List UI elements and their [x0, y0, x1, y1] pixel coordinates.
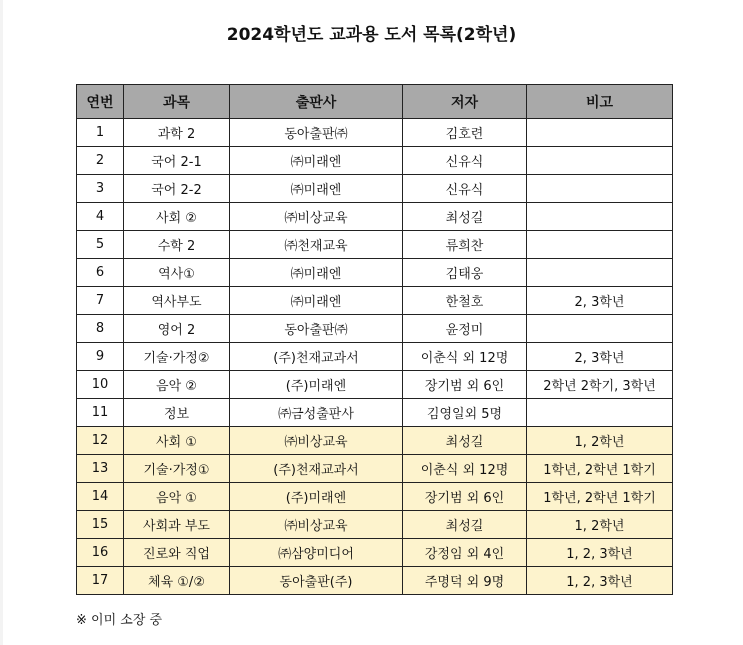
subject-cell: 과학 2 — [124, 119, 230, 147]
author-cell: 주명덕 외 9명 — [403, 567, 527, 595]
number-cell: 11 — [77, 399, 124, 427]
remarks-cell: 2, 3학년 — [527, 343, 673, 371]
number-cell: 5 — [77, 231, 124, 259]
publisher-cell: ㈜비상교육 — [230, 511, 403, 539]
remarks-cell — [527, 259, 673, 287]
number-cell: 12 — [77, 427, 124, 455]
subject-cell: 기술·가정② — [124, 343, 230, 371]
table-row — [77, 119, 673, 147]
remarks-cell: 1, 2, 3학년 — [527, 567, 673, 595]
author-cell: 한철호 — [403, 287, 527, 315]
number-cell: 17 — [77, 567, 124, 595]
number-cell: 8 — [77, 315, 124, 343]
footnote: ※ 이미 소장 중 — [76, 613, 163, 628]
subject-cell: 수학 2 — [124, 231, 230, 259]
publisher-cell: (주)미래엔 — [230, 483, 403, 511]
subject-cell: 역사부도 — [124, 287, 230, 315]
subject-cell: 기술·가정① — [124, 455, 230, 483]
subject-cell: 사회 ① — [124, 427, 230, 455]
number-cell: 9 — [77, 343, 124, 371]
publisher-cell: (주)미래엔 — [230, 371, 403, 399]
author-cell: 김태웅 — [403, 259, 527, 287]
remarks-cell — [527, 231, 673, 259]
table-row — [77, 483, 673, 511]
author-cell: 김영일외 5명 — [403, 399, 527, 427]
number-cell: 6 — [77, 259, 124, 287]
publisher-cell: (주)천재교과서 — [230, 343, 403, 371]
publisher-cell: 동아출판(주) — [230, 567, 403, 595]
number-cell: 14 — [77, 483, 124, 511]
remarks-cell — [527, 147, 673, 175]
publisher-cell: ㈜금성출판사 — [230, 399, 403, 427]
author-cell: 김호련 — [403, 119, 527, 147]
table-header-row — [77, 85, 673, 119]
number-cell: 4 — [77, 203, 124, 231]
publisher-cell: ㈜천재교육 — [230, 231, 403, 259]
number-cell: 3 — [77, 175, 124, 203]
number-cell: 16 — [77, 539, 124, 567]
header-cell-remarks: 비고 — [527, 85, 673, 119]
table-row — [77, 455, 673, 483]
subject-cell: 사회과 부도 — [124, 511, 230, 539]
publisher-cell: 동아출판㈜ — [230, 119, 403, 147]
document-title: 2024학년도 교과용 도서 목록(2학년) — [226, 25, 517, 45]
author-cell: 윤정미 — [403, 315, 527, 343]
remarks-cell: 1학년, 2학년 1학기 — [527, 483, 673, 511]
table-row — [77, 511, 673, 539]
table-row — [77, 175, 673, 203]
remarks-cell: 1, 2학년 — [527, 427, 673, 455]
table-row — [77, 203, 673, 231]
table-row — [77, 427, 673, 455]
publisher-cell: 동아출판㈜ — [230, 315, 403, 343]
remarks-cell — [527, 315, 673, 343]
author-cell: 장기범 외 6인 — [403, 483, 527, 511]
number-cell: 7 — [77, 287, 124, 315]
number-cell: 15 — [77, 511, 124, 539]
textbook-table — [76, 84, 673, 595]
subject-cell: 역사① — [124, 259, 230, 287]
publisher-cell: ㈜비상교육 — [230, 203, 403, 231]
number-cell: 10 — [77, 371, 124, 399]
remarks-cell — [527, 119, 673, 147]
author-cell: 이춘식 외 12명 — [403, 343, 527, 371]
author-cell: 류희찬 — [403, 231, 527, 259]
author-cell: 최성길 — [403, 427, 527, 455]
subject-cell: 국어 2-2 — [124, 175, 230, 203]
author-cell: 신유식 — [403, 147, 527, 175]
publisher-cell: ㈜미래엔 — [230, 175, 403, 203]
table-row — [77, 231, 673, 259]
remarks-cell: 2학년 2학기, 3학년 — [527, 371, 673, 399]
table-row — [77, 567, 673, 595]
table-row — [77, 287, 673, 315]
publisher-cell: ㈜미래엔 — [230, 287, 403, 315]
subject-cell: 음악 ② — [124, 371, 230, 399]
author-cell: 장기범 외 6인 — [403, 371, 527, 399]
author-cell: 최성길 — [403, 511, 527, 539]
table-row — [77, 147, 673, 175]
subject-cell: 국어 2-1 — [124, 147, 230, 175]
publisher-cell: (주)천재교과서 — [230, 455, 403, 483]
publisher-cell: ㈜미래엔 — [230, 259, 403, 287]
table-body — [77, 119, 673, 595]
header-cell-author: 저자 — [403, 85, 527, 119]
subject-cell: 영어 2 — [124, 315, 230, 343]
author-cell: 이춘식 외 12명 — [403, 455, 527, 483]
table-row — [77, 371, 673, 399]
number-cell: 1 — [77, 119, 124, 147]
table-row — [77, 343, 673, 371]
subject-cell: 음악 ① — [124, 483, 230, 511]
table-row — [77, 315, 673, 343]
table-row — [77, 399, 673, 427]
subject-cell: 체육 ①/② — [124, 567, 230, 595]
publisher-cell: ㈜삼양미디어 — [230, 539, 403, 567]
subject-cell: 진로와 직업 — [124, 539, 230, 567]
number-cell: 2 — [77, 147, 124, 175]
author-cell: 최성길 — [403, 203, 527, 231]
number-cell: 13 — [77, 455, 124, 483]
remarks-cell: 2, 3학년 — [527, 287, 673, 315]
author-cell: 신유식 — [403, 175, 527, 203]
table-row — [77, 539, 673, 567]
header-cell-number: 연번 — [77, 85, 124, 119]
publisher-cell: ㈜미래엔 — [230, 147, 403, 175]
remarks-cell — [527, 175, 673, 203]
remarks-cell: 1, 2, 3학년 — [527, 539, 673, 567]
remarks-cell — [527, 399, 673, 427]
remarks-cell — [527, 203, 673, 231]
remarks-cell: 1학년, 2학년 1학기 — [527, 455, 673, 483]
header-cell-publisher: 출판사 — [230, 85, 403, 119]
header-cell-subject: 과목 — [124, 85, 230, 119]
remarks-cell: 1, 2학년 — [527, 511, 673, 539]
author-cell: 강정임 외 4인 — [403, 539, 527, 567]
page-edge — [0, 0, 3, 645]
publisher-cell: ㈜비상교육 — [230, 427, 403, 455]
table-row — [77, 259, 673, 287]
subject-cell: 정보 — [124, 399, 230, 427]
subject-cell: 사회 ② — [124, 203, 230, 231]
